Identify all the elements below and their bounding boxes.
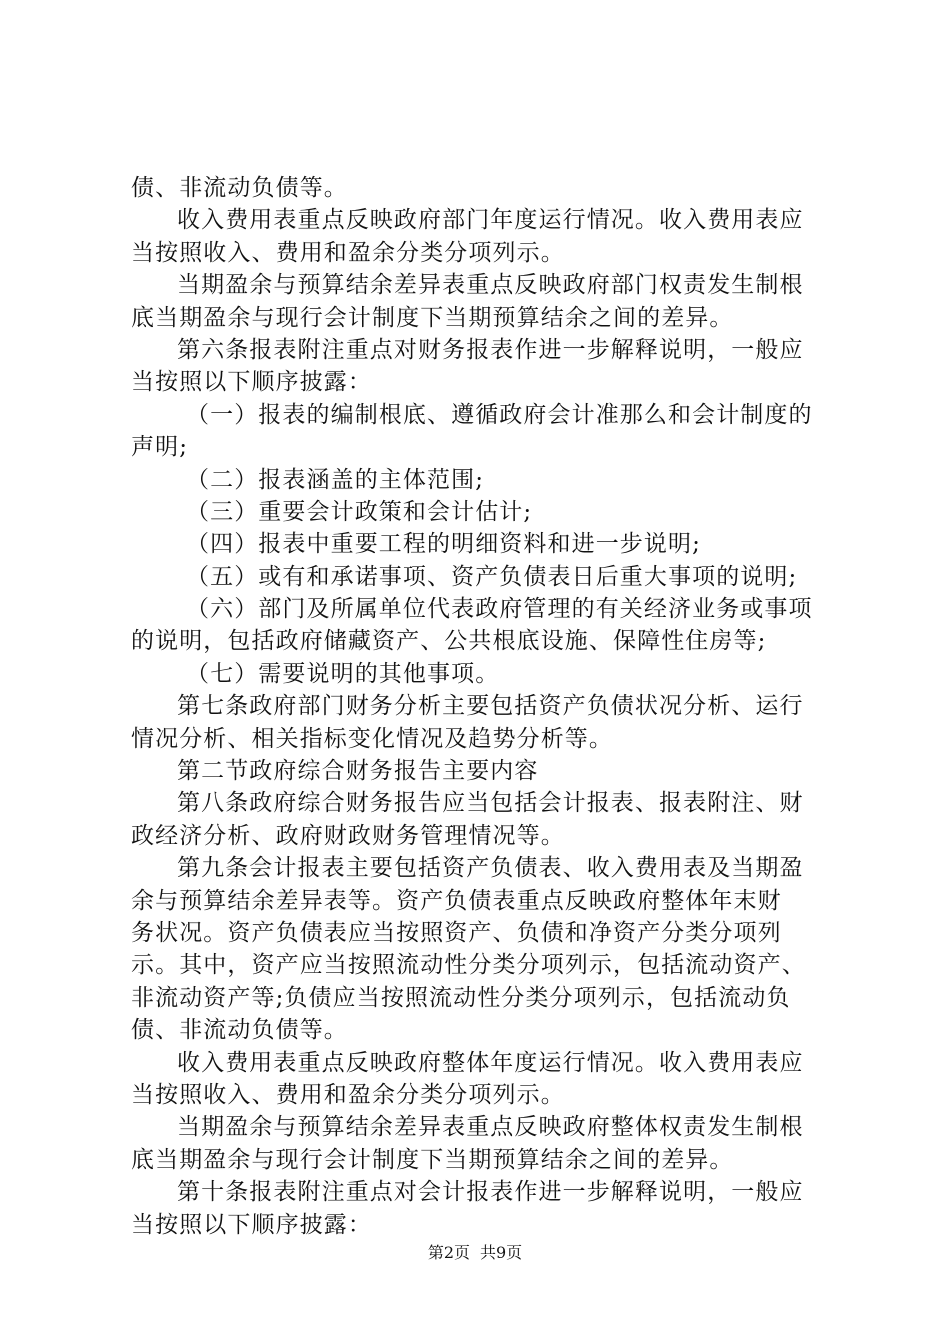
text-line: 声明; <box>131 434 189 461</box>
text-line: 当按照收入、费用和盈余分类分项列示。 <box>131 1081 565 1108</box>
section-heading: 第二节政府综合财务报告主要内容 <box>177 758 539 785</box>
text-line: （六）部门及所属单位代表政府管理的有关经济业务或事项 <box>186 596 813 623</box>
text-line: 债、非流动负债等。 <box>131 175 348 201</box>
text-line: 收入费用表重点反映政府部门年度运行情况。收入费用表应 <box>177 207 804 234</box>
text-line: 第九条会计报表主要包括资产负债表、收入费用表及当期盈 <box>177 855 804 882</box>
text-line: （二）报表涵盖的主体范围; <box>186 466 485 493</box>
text-line: 底当期盈余与现行会计制度下当期预算结余之间的差异。 <box>131 304 734 331</box>
text-line: 第七条政府部门财务分析主要包括资产负债状况分析、运行 <box>177 693 804 720</box>
text-line: 债、非流动负债等。 <box>131 1017 348 1044</box>
text-line: 非流动资产等;负债应当按照流动性分类分项列示，包括流动负 <box>131 984 791 1011</box>
page-footer <box>0 1243 950 1263</box>
page-total: 共9页 <box>480 1243 523 1262</box>
text-line: 政经济分析、政府财政财务管理情况等。 <box>131 822 565 849</box>
text-line: 底当期盈余与现行会计制度下当期预算结余之间的差异。 <box>131 1146 734 1173</box>
text-line: （一）报表的编制根底、遵循政府会计准那么和会计制度的 <box>186 401 813 428</box>
text-line: 余与预算结余差异表等。资产负债表重点反映政府整体年末财 <box>131 887 782 914</box>
document-body <box>131 172 831 1241</box>
text-line: 当按照收入、费用和盈余分类分项列示。 <box>131 239 565 266</box>
text-line: 情况分析、相关指标变化情况及趋势分析等。 <box>131 725 613 752</box>
text-line: （五）或有和承诺事项、资产负债表日后重大事项的说明; <box>186 563 798 590</box>
text-line: 当按照以下顺序披露： <box>131 369 372 396</box>
page-number: 第2页 <box>427 1243 470 1262</box>
text-line: （四）报表中重要工程的明细资料和进一步说明; <box>186 531 701 558</box>
text-line: 当期盈余与预算结余差异表重点反映政府部门权责发生制根 <box>177 272 804 299</box>
text-line: 第八条政府综合财务报告应当包括会计报表、报表附注、财 <box>177 790 804 817</box>
text-line: 务状况。资产负债表应当按照资产、负债和净资产分类分项列 <box>131 919 782 946</box>
text-line: 第十条报表附注重点对会计报表作进一步解释说明，一般应 <box>177 1179 804 1206</box>
text-line: 当按照以下顺序披露： <box>131 1211 372 1238</box>
text-line: 当期盈余与预算结余差异表重点反映政府整体权责发生制根 <box>177 1114 804 1141</box>
text-line: 示。其中，资产应当按照流动性分类分项列示，包括流动资产、 <box>131 952 806 979</box>
text-line: 收入费用表重点反映政府整体年度运行情况。收入费用表应 <box>177 1049 804 1076</box>
text-line: 的说明，包括政府储藏资产、公共根底设施、保障性住房等; <box>131 628 767 655</box>
text-line: 第六条报表附注重点对财务报表作进一步解释说明，一般应 <box>177 336 804 363</box>
text-line: （七）需要说明的其他事项。 <box>186 660 500 687</box>
text-line: （三）重要会计政策和会计估计; <box>186 498 533 525</box>
